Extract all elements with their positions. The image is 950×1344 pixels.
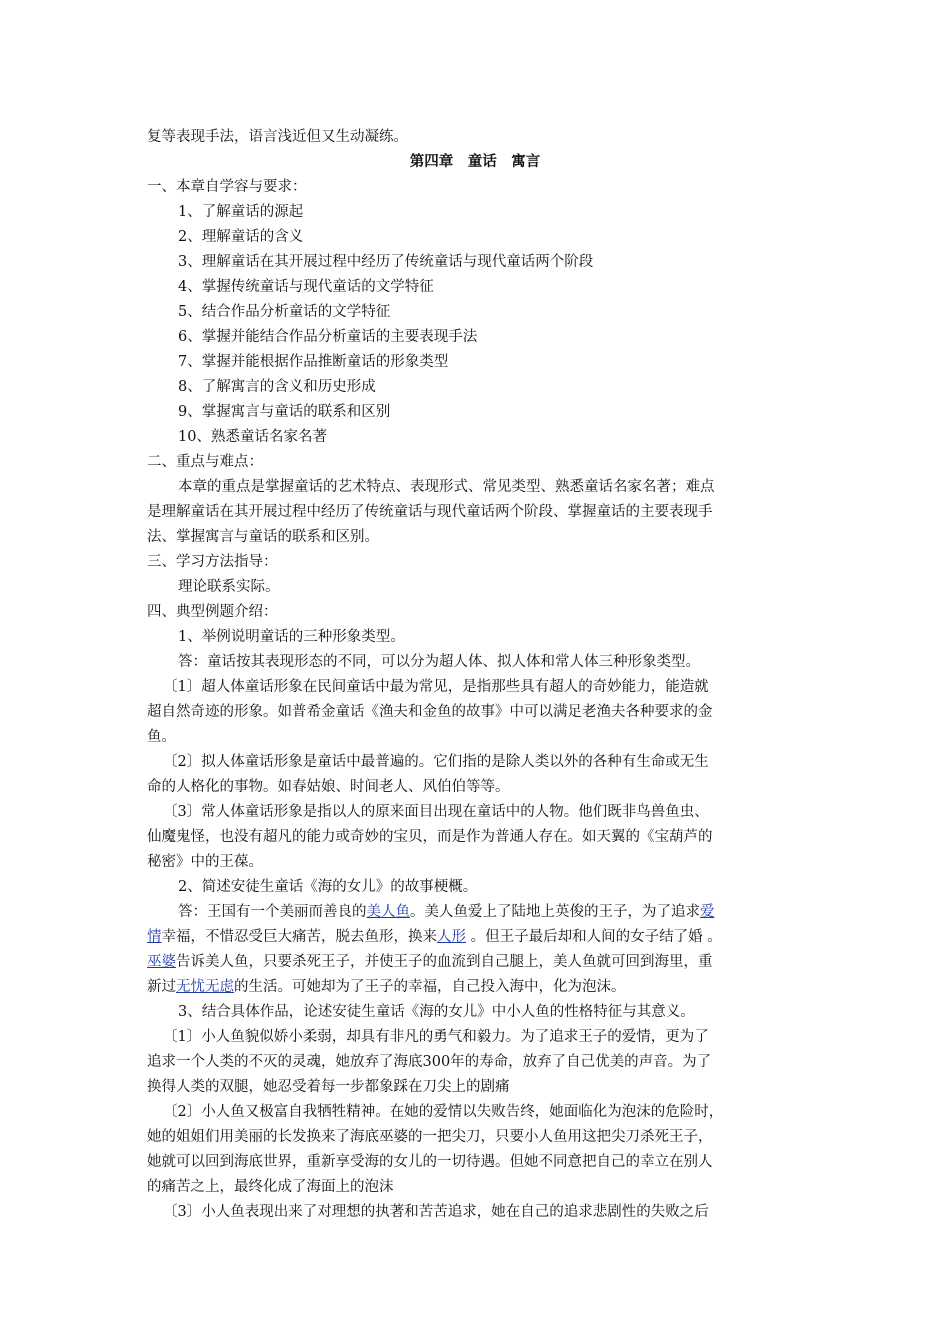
answer-2-line (147, 952, 807, 972)
text-span: 新过 (147, 979, 176, 995)
paragraph-line: 追求一个人类的不灭的灵魂，她放弃了海底300年的寿命，放弃了自己优美的声音。为了 (147, 1054, 712, 1070)
text-span: 。但王子最后却和人间的女子结了婚 。 (466, 929, 722, 945)
carry-over-line: 复等表现手法，语言浅近但又生动凝练。 (147, 129, 408, 145)
text-span: 。美人鱼爱上了陆地上英俊的王子，为了追求 (410, 904, 700, 920)
paragraph-line: 〔3〕常人体童话形象是指以人的原来面目出现在童话中的人物。他们既非鸟兽鱼虫、 (163, 804, 709, 820)
question-2: 2、简述安徒生童话《海的女儿》的故事梗概。 (178, 879, 478, 895)
link-witch[interactable]: 巫婆 (147, 954, 176, 970)
paragraph-line: 秘密》中的王葆。 (147, 854, 263, 870)
paragraph-line: 〔2〕小人鱼又极富自我牺牲精神。在她的爱情以失败告终，她面临化为泡沫的危险时， (163, 1104, 724, 1120)
answer-1: 答：童话按其表现形态的不同，可以分为超人体、拟人体和常人体三种形象类型。 (178, 654, 700, 670)
paragraph-line: 命的人格化的事物。如春姑娘、时间老人、风伯伯等等。 (147, 779, 510, 795)
list-item: 6、掌握并能结合作品分析童话的主要表现手法 (178, 329, 478, 345)
paragraph-line: 〔2〕拟人体童话形象是童话中最普遍的。它们指的是除人类以外的各种有生命或无生 (163, 754, 709, 770)
list-item: 1、了解童话的源起 (178, 204, 304, 220)
paragraph-line: 是理解童话在其开展过程中经历了传统童话与现代童话两个阶段、掌握童话的主要表现手 (147, 504, 713, 520)
link-carefree[interactable]: 无忧无虑 (176, 979, 234, 995)
link-human-form[interactable]: 人形 (437, 929, 466, 945)
list-item: 4、掌握传统童话与现代童话的文学特征 (178, 279, 434, 295)
section-heading-1: 一、本章自学容与要求： (147, 179, 307, 195)
text-span: 幸福，不惜忍受巨大痛苦，脱去鱼形，换来 (161, 929, 437, 945)
paragraph-line: 〔1〕超人体童话形象在民间童话中最为常见，是指那些具有超人的奇妙能力，能造就 (163, 679, 709, 695)
paragraph-line: 的痛苦之上，最终化成了海面上的泡沫 (147, 1179, 394, 1195)
link-love[interactable]: 情 (147, 929, 162, 945)
list-item: 5、结合作品分析童话的文学特征 (178, 304, 391, 320)
list-item: 8、了解寓言的含义和历史形成 (178, 379, 376, 395)
paragraph-line: 鱼。 (147, 729, 176, 745)
list-item: 9、掌握寓言与童话的联系和区别 (178, 404, 391, 420)
paragraph-line: 她就可以回到海底世界，重新享受海的女儿的一切待遇。但她不同意把自己的幸立在别人 (147, 1154, 713, 1170)
text-span: 的生活。可她却为了王子的幸福，自己投入海中，化为泡沫。 (234, 979, 626, 995)
list-item: 7、掌握并能根据作品推断童话的形象类型 (178, 354, 449, 370)
answer-2-line (147, 977, 807, 997)
text-span: 告诉美人鱼，只要杀死王子，并使王子的血流到自己腿上，美人鱼就可回到海里，重 (176, 954, 713, 970)
chapter-title: 第四章 童话 寓言 (409, 153, 541, 170)
paragraph-line: 〔1〕小人鱼貌似娇小柔弱，却具有非凡的勇气和毅力。为了追求王子的爱情，更为了 (163, 1029, 709, 1045)
text-span: 答：王国有一个美丽而善良的 (178, 904, 367, 920)
list-item: 2、理解童话的含义 (178, 229, 304, 245)
paragraph-line: 法、掌握寓言与童话的联系和区别。 (147, 529, 379, 545)
paragraph-line: 理论联系实际。 (178, 579, 280, 595)
paragraph-line: 换得人类的双腿，她忍受着每一步都象踩在刀尖上的剧痛 (147, 1079, 510, 1095)
link-love[interactable]: 爱 (700, 904, 715, 920)
paragraph-line: 本章的重点是掌握童话的艺术特点、表现形式、常见类型、熟悉童话名家名著；难点 (178, 479, 715, 495)
answer-2-line (147, 927, 807, 947)
link-mermaid[interactable]: 美人鱼 (366, 904, 410, 920)
paragraph-line: 她的姐姐们用美丽的长发换来了海底巫婆的一把尖刀，只要小人鱼用这把尖刀杀死王子， (147, 1129, 713, 1145)
paragraph-line: 〔3〕小人鱼表现出来了对理想的执著和苦苦追求，她在自己的追求悲剧性的失败之后 (163, 1204, 709, 1220)
list-item: 3、理解童话在其开展过程中经历了传统童话与现代童话两个阶段 (178, 254, 594, 270)
paragraph-line: 超自然奇迹的形象。如普希金童话《渔夫和金鱼的故事》中可以满足老渔夫各种要求的金 (147, 704, 713, 720)
section-heading-4: 四、典型例题介绍： (147, 604, 278, 620)
section-heading-3: 三、学习方法指导： (147, 554, 278, 570)
question-3: 3、结合具体作品，论述安徒生童话《海的女儿》中小人鱼的性格特征与其意义。 (178, 1004, 695, 1020)
section-heading-2: 二、重点与难点： (147, 454, 263, 470)
paragraph-line: 仙魔鬼怪，也没有超凡的能力或奇妙的宝贝，而是作为普通人存在。如天翼的《宝葫芦的 (147, 829, 713, 845)
answer-2-line (178, 902, 838, 922)
list-item: 10、熟悉童话名家名著 (178, 429, 327, 445)
question-1: 1、举例说明童话的三种形象类型。 (178, 629, 405, 645)
